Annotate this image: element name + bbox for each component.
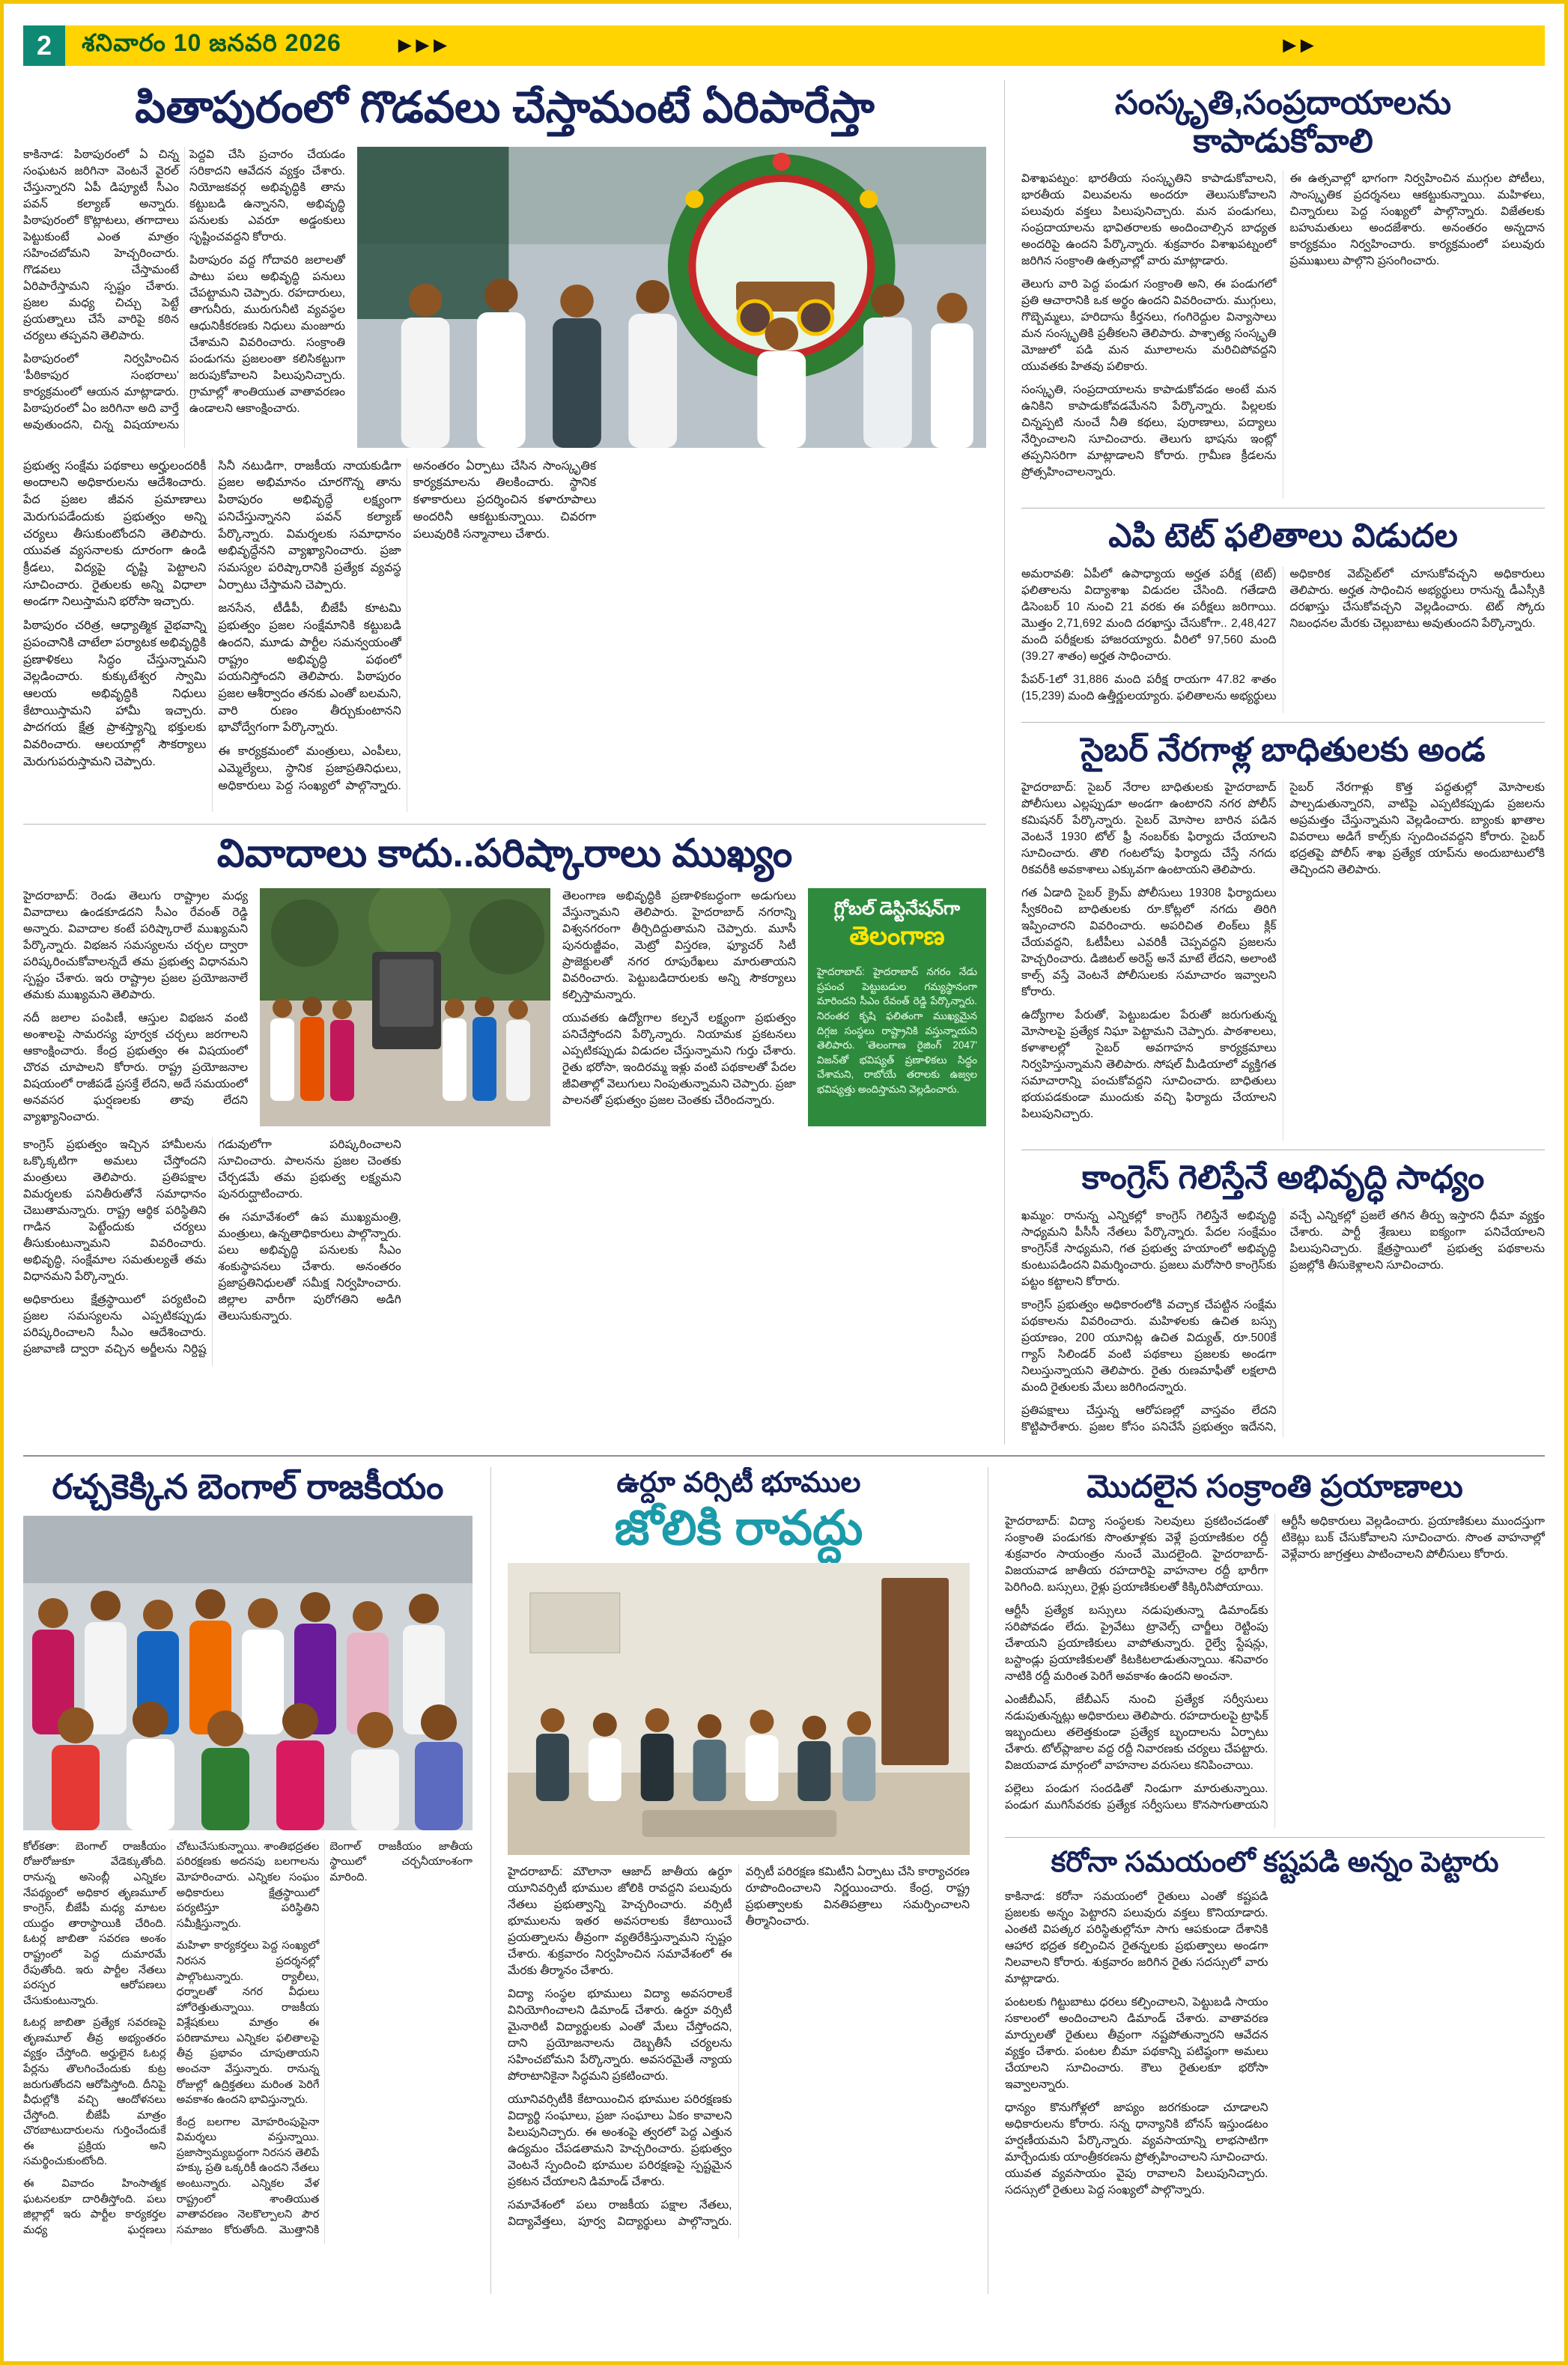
samskruthi-body (1021, 171, 1545, 499)
paragraph: పిఠాపురం వద్ద గోదావరి జలాలతో పాటు పలు అభివృద్ధి పనులు చేపట్టామని చెప్పారు. రహదారులు, తాగునీరు, మురుగునీటి వ్యవస్థల ఆధునికీకరణకు నిధులు మంజూరు చేశామని వివరించారు. సంక్రాంతి పండుగను ప్రజలంతా కలిసికట్టుగా జరుపుకోవాలని పిలుపునిచ్చారు. గ్రామాల్లో శాంతియుత వాతావరణం ఉండాలని ఆకాంక్షించారు. (189, 253, 345, 415)
paragraph: ఈ సమావేశంలో ఉప ముఖ్యమంత్రి, మంత్రులు, ఉన్నతాధికారులు పాల్గొన్నారు. పలు అభివృద్ధి పనులకు సీఎం శంకుస్థాపనలు చేశారు. అనంతరం ప్రజాప్రతినిధులతో సమీక్ష నిర్వహించారు. జిల్లాల వారీగా పురోగతిని అడిగి తెలుసుకున్నారు. (218, 1211, 401, 1323)
headline-urdu-line1: ఉర్దూ వర్సిటీ భూముల (616, 1467, 861, 1499)
highlight-title-line2: తెలంగాణ (849, 922, 945, 951)
headline-sankranti: మొదలైన సంక్రాంతి ప్రయాణాలు (1087, 1469, 1463, 1504)
main-section (4, 73, 1564, 1445)
highlight-box-telangana (808, 888, 986, 1126)
paragraph: ధాన్యం కొనుగోళ్లలో జాప్యం జరగకుండా చూడాలని అధికారులను కోరారు. సన్న ధాన్యానికి బోనస్ ఇస్తుండటం హర్షణీయమని పేర్కొన్నారు. వ్యవసాయాన్ని లాభసాటిగా మార్చేందుకు యాంత్రీకరణను ప్రోత్సహించాలని సూచించారు. యువత వ్యవసాయం వైపు రావాలని పిలుపునిచ్చారు. సదస్సులో రైతులు పెద్ద సంఖ్యలో పాల్గొన్నారు. (1005, 2101, 1268, 2196)
paragraph: యూనివర్సిటీకి కేటాయించిన భూముల పరిరక్షణకు విద్యార్థి సంఘాలు, ప్రజా సంఘాలు ఏకం కావాలని పిలుపునిచ్చారు. ఈ అంశంపై త్వరలో పెద్ద ఎత్తున ఉద్యమం చేపడతామని హెచ్చరించారు. ప్రభుత్వం వెంటనే స్పందించి భూముల పరిరక్షణపై స్పష్టమైన ప్రకటన చేయాలని డిమాండ్ చేశారు. (508, 2093, 732, 2189)
paragraph: కోల్‌కతా: బెంగాల్ రాజకీయం రోజురోజుకూ వేడెక్కుతోంది. రానున్న అసెంబ్లీ ఎన్నికల నేపథ్యంలో అధికార తృణమూల్ కాంగ్రెస్, బీజేపీ మధ్య మాటల యుద్ధం తారాస్థాయికి చేరింది. ఓటర్ల జాబితా సవరణ అంశం రాష్ట్రంలో పెద్ద దుమారమే రేపుతోంది. ఇరు పార్టీల నేతలు పరస్పర ఆరోపణలు చేసుకుంటున్నారు. (23, 1840, 166, 2007)
headline-congress: కాంగ్రెస్ గెలిస్తేనే అభివృద్ధి సాధ్యం (1081, 1159, 1485, 1197)
bottom-right-stack (988, 1467, 1545, 2294)
paragraph: అధికారులు క్షేత్రస్థాయిలో పర్యటించి ప్రజల సమస్యలను ఎప్పటికప్పుడు పరిష్కరించాలని సీఎం ఆదేశించారు. ప్రజావాణి ద్వారా వచ్చిన అర్జీలను నిర్దిష్ట గడువులోగా పరిష్కరించాలని సూచించారు. పాలనను ప్రజల చెంతకు చేర్చడమే తమ ప్రభుత్వ లక్ష్యమని పునరుద్ఘాటించారు. (23, 1138, 401, 1356)
article-cyber (1021, 732, 1545, 1141)
divider (1021, 722, 1545, 723)
paragraph: హైదరాబాద్: సైబర్ నేరాల బాధితులకు హైదరాబాద్ పోలీసులు ఎల్లప్పుడూ అండగా ఉంటారని నగర పోలీస్ కమిషనర్ పేర్కొన్నారు. సైబర్ మోసాల బారిన పడిన వెంటనే 1930 టోల్ ఫ్రీ నంబర్‌కు ఫిర్యాదు చేయాలని సూచించారు. తొలి గంటలోపు ఫిర్యాదు చేస్తే నగదు రికవరీకి అవకాశాలు ఎక్కువగా ఉంటాయని తెలిపారు. (1021, 781, 1277, 877)
date-text: శనివారం 10 జనవరి 2026 (82, 28, 341, 56)
vivaadalu-body-bottom (23, 1137, 986, 1366)
pithapuram-body-left (23, 147, 345, 448)
paragraph: ఈ కార్యక్రమంలో మంత్రులు, ఎంపీలు, ఎమ్మెల్యేలు, స్థానిక ప్రజాప్రతినిధులు, అధికారులు పెద్ద సంఖ్యలో పాల్గొన్నారు. అనంతరం ఏర్పాటు చేసిన సాంస్కృతిక కార్యక్రమాలను తిలకించారు. స్థానిక కళాకారులు ప్రదర్శించిన కళారూపాలు అందరినీ ఆకట్టుకున్నాయి. చివరగా పలువురికి సన్మానాలు చేశారు. (218, 459, 597, 792)
paragraph: ఈ ఉత్సవాల్లో భాగంగా నిర్వహించిన ముగ్గుల పోటీలు, సాంస్కృతిక ప్రదర్శనలు ఆకట్టుకున్నాయి. మహిళలు, చిన్నారులు పెద్ద సంఖ్యలో పాల్గొన్నారు. విజేతలకు బహుమతులు అందజేశారు. అనంతరం అన్నదాన కార్యక్రమం నిర్వహించారు. కార్యక్రమంలో పలువురు ప్రముఖులు పాల్గొని ప్రసంగించారు. (1289, 172, 1545, 268)
paragraph: యువతకు ఉద్యోగాల కల్పనే లక్ష్యంగా ప్రభుత్వం పనిచేస్తోందని పేర్కొన్నారు. నియామక ప్రకటనలు ఎప్పటికప్పుడు విడుదల చేస్తున్నామని గుర్తు చేశారు. రైతు భరోసా, ఇందిరమ్మ ఇళ్లు వంటి పథకాలతో పేదల జీవితాల్లో వెలుగులు నింపుతున్నామని చెప్పారు. ప్రజా పాలనతో ప్రభుత్వం ప్రజల చెంతకు చేరిందన్నారు. (562, 1012, 796, 1108)
date-bar (65, 25, 1545, 66)
left-column (23, 80, 986, 1445)
aptet-body (1021, 566, 1545, 713)
highlight-title-line1: గ్లోబల్ డెస్టినేషన్‌గా (833, 899, 961, 920)
paragraph: కాకినాడ: కరోనా సమయంలో రైతులు ఎంతో కష్టపడి ప్రజలకు అన్నం పెట్టారని పలువురు వక్తలు కొనియాడారు. ఎంతటి విపత్కర పరిస్థితుల్లోనూ సాగు ఆపకుండా దేశానికి ఆహార భద్రత కల్పించిన రైతన్నలకు ప్రభుత్వాలు అండగా నిలవాలని కోరారు. శుక్రవారం జరిగిన రైతు సదస్సులో వారు మాట్లాడారు. (1005, 1889, 1268, 1985)
vivaadalu-plaque-photo (260, 888, 550, 1126)
article-pithapuram (23, 83, 986, 812)
paragraph: పిఠాపురంలో నిర్వహించిన 'పీఠికాపుర సంభరాలు' కార్యక్రమంలో ఆయన మాట్లాడారు. పిఠాపురంలో ఏం జరిగినా అది వార్తే అవుతుందని, చిన్న విషయాలను పెద్దవి చేసి ప్రచారం చేయడం సరికాదని ఆవేదన వ్యక్తం చేశారు. నియోజకవర్గ అభివృద్ధికి తాను కట్టుబడి ఉన్నానని, అభివృద్ధి పనులకు ఎవరూ అడ్డంకులు సృష్టించవద్దని కోరారు. (23, 148, 345, 431)
paragraph: పేపర్-1లో 31,886 మంది పరీక్ష రాయగా 47.82 శాతం (15,239) మంది ఉత్తీర్ణులయ్యారు. ఫలితాలను అభ్యర్థులు అధికారిక వెబ్‌సైట్‌లో చూసుకోవచ్చని అధికారులు తెలిపారు. అర్హత సాధించిన అభ్యర్థులు రానున్న డీఎస్సీకి దరఖాస్తు చేసుకోవచ్చని వెల్లడించారు. టెట్ స్కోరు నిబంధనల మేరకు చెల్లుబాటు అవుతుందని పేర్కొన్నారు. (1021, 567, 1545, 702)
corona-body (1005, 1889, 1545, 2241)
paragraph: తెలుగు వారి పెద్ద పండుగ సంక్రాంతి అని, ఈ పండుగలో ప్రతి ఆచారానికి ఒక అర్థం ఉందని వివరించారు. ముగ్గులు, గొబ్బెమ్మలు, హరిదాసు కీర్తనలు, గంగిరెద్దుల విన్యాసాలు మన సంస్కృతికి ప్రతీకలని తెలిపారు. పాశ్చాత్య సంస్కృతి మోజులో పడి మన మూలాలను మరిచిపోవద్దని యువతకు హితవు పలికారు. (1021, 278, 1277, 374)
sankranti-body (1005, 1514, 1545, 1828)
right-sidebar (1004, 80, 1545, 1445)
headline-cyber: సైబర్ నేరగాళ్ల బాధితులకు అండ (1081, 731, 1486, 768)
paragraph: మహిళా కార్యకర్తలు పెద్ద సంఖ్యలో నిరసన ప్రదర్శనల్లో పాల్గొంటున్నారు. ర్యాలీలు, ధర్నాలతో నగర వీధులు హోరెత్తుతున్నాయి. రాజకీయ విశ్లేషకులు మాత్రం ఈ పరిణామాలు ఎన్నికల ఫలితాలపై తీవ్ర ప్రభావం చూపుతాయని అంచనా వేస్తున్నారు. రానున్న రోజుల్లో ఉద్రిక్తతలు మరింత పెరిగే అవకాశం ఉందని భావిస్తున్నారు. (176, 1940, 320, 2107)
pithapuram-top-row (23, 147, 986, 448)
urdu-body (508, 1864, 970, 2238)
paragraph: అమరావతి: ఏపీలో ఉపాధ్యాయ అర్హత పరీక్ష (టెట్) ఫలితాలను విద్యాశాఖ విడుదల చేసింది. గతేడాది డిసెంబర్ 10 నుంచి 21 వరకు ఈ పరీక్షలు జరిగాయి. మొత్తం 2,71,692 మంది దరఖాస్తు చేసుకోగా.. 2,48,427 మంది పరీక్షలకు హాజరయ్యారు. వీరిలో 97,560 మంది (39.27 శాతం) అర్హత సాధించారు. (1021, 567, 1277, 663)
paragraph: నదీ జలాల పంపిణీ, ఆస్తుల విభజన వంటి అంశాలపై సామరస్య పూర్వక చర్చలు జరగాలని ఆకాంక్షించారు. కేంద్ర ప్రభుత్వం ఈ విషయంలో చొరవ చూపాలని కోరారు. రాష్ట్ర ప్రయోజనాల విషయంలో రాజీపడే ప్రసక్తే లేదని, అదే సమయంలో అనవసర ఘర్షణలకు తావు లేదని వ్యాఖ్యానించారు. (23, 1012, 248, 1124)
pithapuram-body-bottom (23, 458, 986, 812)
paragraph: పంటలకు గిట్టుబాటు ధరలు కల్పించాలని, పెట్టుబడి సాయం సకాలంలో అందించాలని డిమాండ్ చేశారు. వాతావరణ మార్పులతో రైతులు తీవ్రంగా నష్టపోతున్నారని ఆవేదన వ్యక్తం చేశారు. పంటల బీమా పథకాన్ని పటిష్ఠంగా అమలు చేయాలని సూచించారు. కౌలు రైతులకూ భరోసా ఇవ్వాలన్నారు. (1005, 1995, 1268, 2091)
paragraph: ఎంజీబీఎస్, జేబీఎస్ నుంచి ప్రత్యేక సర్వీసులు నడుపుతున్నట్లు అధికారులు తెలిపారు. రహదారులపై ట్రాఫిక్ ఇబ్బందులు తలెత్తకుండా ప్రత్యేక బృందాలను ఏర్పాటు చేశారు. టోల్‌ప్లాజాల వద్ద రద్దీ నివారణకు చర్యలు చేపట్టారు. విజయవాడ మార్గంలో వాహనాల వరుసలు కనిపించాయి. (1005, 1693, 1268, 1773)
paragraph: ఓటర్ల జాబితా ప్రత్యేక సవరణపై తృణమూల్ తీవ్ర అభ్యంతరం వ్యక్తం చేస్తోంది. అర్హులైన ఓటర్ల పేర్లను తొలగించేందుకు కుట్ర జరుగుతోందని ఆరోపిస్తోంది. దీనిపై వీధుల్లోకి వచ్చి ఆందోళనలు చేస్తోంది. బీజేపీ మాత్రం చొరబాటుదారులను గుర్తించేందుకే ఈ ప్రక్రియ అని సమర్థించుకుంటోంది. (23, 2017, 166, 2168)
paragraph: కాంగ్రెస్ ప్రభుత్వం ఇచ్చిన హామీలను ఒక్కొక్కటిగా అమలు చేస్తోందని మంత్రులు తెలిపారు. ప్రతిపక్షాల విమర్శలకు పనితీరుతోనే సమాధానం చెబుతామన్నారు. రాష్ట్ర ఆర్థిక పరిస్థితిని గాడిన పెట్టేందుకు చర్యలు తీసుకుంటున్నామని వివరించారు. అభివృద్ధి, సంక్షేమాల సమతుల్యతే తమ విధానమని పేర్కొన్నారు. (23, 1138, 207, 1284)
paragraph: తెలంగాణ అభివృద్ధికి ప్రణాళికబద్ధంగా అడుగులు వేస్తున్నామని తెలిపారు. హైదరాబాద్ నగరాన్ని విశ్వనగరంగా తీర్చిదిద్దుతామని చెప్పారు. మూసీ పునరుజ్జీవం, మెట్రో విస్తరణ, ఫ్యూచర్ సిటీ ప్రాజెక్టులతో నగర రూపురేఖలు మారుతాయని వివరించారు. పెట్టుబడిదారులకు అన్ని సౌకర్యాలు కల్పిస్తామన్నారు. (562, 890, 796, 1002)
headline-bengal: రచ్చకెక్కిన బెంగాల్ రాజకీయం (52, 1467, 444, 1506)
article-samskruthi (1021, 85, 1545, 499)
vivaadalu-body-mid (562, 888, 796, 1126)
article-urdu (490, 1467, 970, 2294)
article-congress (1021, 1159, 1545, 1437)
page-number: 2 (23, 25, 65, 66)
arrow-motif-icon: ►► (1278, 33, 1314, 58)
headline-aptet: ఎపి టెట్ ఫలితాలు విడుదల (1108, 517, 1458, 555)
paragraph: కాకినాడ: పిఠాపురంలో ఏ చిన్న సంఘటన జరిగినా వెంటనే వైరల్ చేస్తున్నారని ఏపీ డిప్యూటీ సీఎం పవన్ కల్యాణ్ అన్నారు. పిఠాపురంలో కొట్లాటలు, తగాదాలు పెట్టుకుంటే ఎంత మాత్రం సహించబోమని హెచ్చరించారు. గొడవలు చేస్తామంటే ఏరిపారేస్తామని స్పష్టం చేశారు. ప్రజల మధ్య చిచ్చు పెట్టే ప్రయత్నాలు చేసే వారిపై కఠిన చర్యలు తప్పవని తెలిపారు. (23, 148, 179, 342)
highlight-body: హైదరాబాద్: హైదరాబాద్ నగరం నేడు ప్రపంచ పెట్టుబడుల గమ్యస్థానంగా మారిందని సీఎం రేవంత్ రెడ్డి పేర్కొన్నారు. నిరంతర కృషి ఫలితంగా ముఖ్యమైన దిగ్గజ సంస్థలు రాష్ట్రానికి వస్తున్నాయని తెలిపారు. 'తెలంగాణ రైజింగ్ 2047' విజన్‌తో భవిష్యత్ ప్రణాళికలు సిద్ధం చేశామని, రాబోయే తరాలకు ఉజ్వల భవిష్యత్తు అందిస్తామని వెల్లడించారు. (817, 966, 977, 1095)
article-vivaadalu (23, 824, 986, 1367)
article-corona (1005, 1847, 1545, 2241)
paragraph: కేంద్ర బలగాల మోహరింపుపైనా విమర్శలు వస్తున్నాయి. ప్రజాస్వామ్యబద్ధంగా నిరసన తెలిపే హక్కు ప్రతి ఒక్కరికీ ఉందని నేతలు అంటున్నారు. ఎన్నికల వేళ రాష్ట్రంలో శాంతియుత వాతావరణం నెలకొల్పాలని పౌర సమాజం కోరుతోంది. మొత్తానికి బెంగాల్ రాజకీయం జాతీయ స్థాయిలో చర్చనీయాంశంగా మారింది. (176, 1840, 472, 2236)
bottom-section (23, 1455, 1545, 2294)
bengal-crowd-photo (23, 1516, 472, 1830)
vivaadalu-body-left (23, 888, 248, 1126)
paragraph: జనసేన, టీడీపీ, బీజేపీ కూటమి ప్రభుత్వం ప్రజల సంక్షేమానికి కట్టుబడి ఉందని, మూడు పార్టీల సమన్వయంతో రాష్ట్రం అభివృద్ధి పథంలో పయనిస్తోందని తెలిపారు. పిఠాపురం ప్రజల ఆశీర్వాదం తనకు ఎంతో బలమని, వారి రుణం తీర్చుకుంటానని భావోద్వేగంగా పేర్కొన్నారు. (218, 602, 401, 735)
paragraph: ఈ వివాదం హింసాత్మక ఘటనలకూ దారితీస్తోంది. పలు జిల్లాల్లో ఇరు పార్టీల కార్యకర్తల మధ్య ఘర్షణలు చోటుచేసుకున్నాయి. శాంతిభద్రతల పరిరక్షణకు అదనపు బలగాలను మోహరించారు. ఎన్నికల సంఘం అధికారులు క్షేత్రస్థాయిలో పర్యటిస్తూ పరిస్థితిని సమీక్షిస్తున్నారు. (23, 1840, 320, 2236)
paragraph: పల్లెలు పండుగ సందడితో నిండుగా మారుతున్నాయి. పండుగ ముగిసేవరకు ప్రత్యేక సర్వీసులు కొనసాగుతాయని ఆర్టీసీ అధికారులు వెల్లడించారు. ప్రయాణికులు ముందస్తుగా టికెట్లు బుక్ చేసుకోవాలని సూచించారు. సొంత వాహనాల్లో వెళ్లేవారు జాగ్రత్తలు పాటించాలని పోలీసులు కోరారు. (1005, 1515, 1545, 1812)
divider (1005, 1837, 1545, 1838)
cyber-body (1021, 780, 1545, 1141)
headline-pithapuram: పితాపురంలో గొడవలు చేస్తామంటే ఏరిపారేస్తా (135, 83, 875, 132)
paragraph: ప్రతిపక్షాలు చేస్తున్న ఆరోపణల్లో వాస్తవం లేదని కొట్టిపారేశారు. ప్రజల కోసం పనిచేసే ప్రభుత్వం ఇదేనని, వచ్చే ఎన్నికల్లో ప్రజలే తగిన తీర్పు ఇస్తారని ధీమా వ్యక్తం చేశారు. పార్టీ శ్రేణులు ఐక్యంగా పనిచేయాలని పిలుపునిచ్చారు. క్షేత్రస్థాయిలో ప్రభుత్వ పథకాలను ప్రజల్లోకి తీసుకెళ్లాలని సూచించారు. (1021, 1209, 1545, 1433)
paragraph: విశాఖపట్నం: భారతీయ సంస్కృతిని కాపాడుకోవాలని, భారతీయ విలువలను అందరూ తెలుసుకోవాలని పలువురు వక్తలు పిలుపునిచ్చారు. మన పండుగలు, సంప్రదాయాలను భావితరాలకు అందించాల్సిన బాధ్యత అందరిపై ఉందని పేర్కొన్నారు. శుక్రవారం విశాఖపట్నంలో జరిగిన సంక్రాంతి ఉత్సవాల్లో వారు మాట్లాడారు. (1021, 172, 1277, 268)
headline-urdu-line2: జోలికి రావద్దు (614, 1500, 863, 1555)
bengal-body (23, 1839, 472, 2244)
paragraph: ప్రభుత్వ సంక్షేమ పథకాలు అర్హులందరికీ అందాలని అధికారులను ఆదేశించారు. పేద ప్రజల జీవన ప్రమాణాలు మెరుగుపడేందుకు ప్రభుత్వం అన్ని చర్యలు తీసుకుంటోందని తెలిపారు. యువత వ్యసనాలకు దూరంగా ఉండి క్రీడలు, విద్యపై దృష్టి పెట్టాలని సూచించారు. రైతులకు అన్ని విధాలా అండగా నిలుస్తామని భరోసా ఇచ్చారు. (23, 459, 207, 609)
headline-corona: కరోనా సమయంలో కష్టపడి అన్నం పెట్టారు (1051, 1847, 1499, 1879)
paragraph: సైబర్ నేరగాళ్లు కొత్త పద్ధతుల్లో మోసాలకు పాల్పడుతున్నారని, వాటిపై ఎప్పటికప్పుడు ప్రజలను అప్రమత్తం చేస్తున్నామని వెల్లడించారు. బ్యాంకు ఖాతాల వివరాలు అడిగే కాల్స్‌కు స్పందించవద్దని కోరారు. సైబర్ భద్రతపై పోలీస్ శాఖ ప్రత్యేక యాప్‌ను అందుబాటులోకి తెచ్చిందని తెలిపారు. (1289, 781, 1545, 877)
paragraph: హైదరాబాద్: రెండు తెలుగు రాష్ట్రాల మధ్య వివాదాలు ఉండకూడదని సీఎం రేవంత్ రెడ్డి అన్నారు. వివాదాల కంటే పరిష్కారాలే ముఖ్యమని పేర్కొన్నారు. విభజన సమస్యలను చర్చల ద్వారా పరిష్కరించుకోవాలన్నదే తమ ప్రభుత్వ విధానమని స్పష్టం చేశారు. ఇరు రాష్ట్రాల ప్రజల ప్రయోజనాలే తమకు ముఖ్యమని తెలిపారు. (23, 890, 248, 1002)
congress-body (1021, 1208, 1545, 1437)
article-aptet (1021, 517, 1545, 713)
headline-samskruthi: సంస్కృతి,సంప్రదాయాలను కాపాడుకోవాలి (1114, 85, 1452, 160)
paragraph: గత ఏడాది సైబర్ క్రైమ్ పోలీసులు 19308 ఫిర్యాదులు స్వీకరించి బాధితులకు రూ.కోట్లలో నగదు తిరిగి ఇప్పించారని వివరించారు. అపరిచిత లింక్‌లు క్లిక్ చేయవద్దని, ఓటీపీలు ఎవరికీ చెప్పవద్దని ప్రజలను హెచ్చరించారు. డిజిటల్ అరెస్ట్ అనే మాటే లేదని, అలాంటి కాల్స్ వస్తే వెంటనే పోలీసులకు సమాచారం ఇవ్వాలని కోరారు. (1021, 887, 1277, 999)
urdu-meeting-photo (508, 1563, 970, 1855)
paragraph: పిఠాపురం చరిత్ర, ఆధ్యాత్మిక వైభవాన్ని ప్రపంచానికి చాటేలా పర్యాటక అభివృద్ధికి ప్రణాళికలు సిద్ధం చేస్తున్నామని వెల్లడించారు. కుక్కుటేశ్వర స్వామి ఆలయ అభివృద్ధికి నిధులు కేటాయిస్తామని హామీ ఇచ్చారు. పాదగయ క్షేత్ర ప్రాశస్త్యాన్ని భక్తులకు వివరించారు. ఆలయాల్లో సౌకర్యాలు మెరుగుపరుస్తామని చెప్పారు. (23, 619, 207, 768)
headline-vivaadalu: వివాదాలు కాదు..పరిష్కారాలు ముఖ్యం (216, 831, 793, 875)
paragraph: హైదరాబాద్: విద్యా సంస్థలకు సెలవులు ప్రకటించడంతో సంక్రాంతి పండుగకు సొంతూళ్లకు వెళ్లే ప్రయాణికుల రద్దీ శుక్రవారం సాయంత్రం నుంచే మొదలైంది. హైదరాబాద్-విజయవాడ జాతీయ రహదారిపై వాహనాల రద్దీ భారీగా పెరిగింది. బస్సులు, రైళ్లు ప్రయాణికులతో కిక్కిరిసిపోయాయి. (1005, 1515, 1268, 1594)
paragraph: ఆర్టీసీ ప్రత్యేక బస్సులు నడుపుతున్నా డిమాండ్‌కు సరిపోవడం లేదు. ప్రైవేటు ట్రావెల్స్ చార్జీలు రెట్టింపు చేశాయని ప్రయాణికులు వాపోతున్నారు. రైల్వే స్టేషన్లు, బస్టాండ్లు ప్రయాణికులతో కిటకిటలాడుతున్నాయి. శనివారం నాటికి రద్దీ మరింత పెరిగే అవకాశం ఉందని అంచనా. (1005, 1604, 1268, 1684)
page-header (4, 4, 1564, 73)
paragraph: హైదరాబాద్: మౌలానా ఆజాద్ జాతీయ ఉర్దూ యూనివర్సిటీ భూముల జోలికి రావద్దని పలువురు నేతలు ప్రభుత్వాన్ని హెచ్చరించారు. వర్సిటీ భూములను ఇతర అవసరాలకు కేటాయించే ప్రయత్నాలను తీవ్రంగా వ్యతిరేకిస్తున్నామని స్పష్టం చేశారు. శుక్రవారం నిర్వహించిన సమావేశంలో ఈ మేరకు తీర్మానం చేశారు. (508, 1865, 732, 1978)
paragraph: ఖమ్మం: రానున్న ఎన్నికల్లో కాంగ్రెస్ గెలిస్తేనే అభివృద్ధి సాధ్యమని పీసీసీ నేతలు పేర్కొన్నారు. పేదల సంక్షేమం కాంగ్రెస్‌కే సాధ్యమని, గత ప్రభుత్వ హయాంలో అభివృద్ధి కుంటుపడిందని విమర్శించారు. ప్రజలు మరోసారి కాంగ్రెస్‌కు పట్టం కట్టాలని కోరారు. (1021, 1209, 1277, 1288)
pithapuram-event-photo (357, 147, 986, 448)
article-sankranti (1005, 1469, 1545, 1828)
vivaadalu-top-row (23, 888, 986, 1126)
paragraph: ఉద్యోగాల పేరుతో, పెట్టుబడుల పేరుతో జరుగుతున్న మోసాలపై ప్రత్యేక నిఘా పెట్టామని చెప్పారు. పాఠశాలలు, కళాశాలల్లో సైబర్ అవగాహన కార్యక్రమాలు నిర్వహిస్తున్నామని తెలిపారు. సోషల్ మీడియాలో వ్యక్తిగత సమాచారాన్ని పంచుకోవద్దని సూచించారు. బాధితులు భయపడకుండా ముందుకు వచ్చి ఫిర్యాదు చేయాలని పిలుపునిచ్చారు. (1021, 1009, 1277, 1121)
paragraph: సినీ నటుడిగా, రాజకీయ నాయకుడిగా ప్రజల అభిమానం చూరగొన్న తాను పిఠాపురం అభివృద్ధే లక్ష్యంగా పనిచేస్తున్నానని పవన్ కల్యాణ్ పేర్కొన్నారు. విమర్శలకు సమాధానం అభివృద్ధేనని వ్యాఖ్యానించారు. ప్రజా సమస్యల పరిష్కారానికి ప్రత్యేక వ్యవస్థ ఏర్పాటు చేస్తామని చెప్పారు. (218, 459, 401, 592)
paragraph: కాంగ్రెస్ ప్రభుత్వం అధికారంలోకి వచ్చాక చేపట్టిన సంక్షేమ పథకాలను వివరించారు. మహిళలకు ఉచిత బస్సు ప్రయాణం, 200 యూనిట్ల ఉచిత విద్యుత్, రూ.500కే గ్యాస్ సిలిండర్ వంటి పథకాలు ప్రజలకు అండగా నిలుస్తున్నాయని తెలిపారు. రైతు రుణమాఫీతో లక్షలాది మంది రైతులకు మేలు జరిగిందన్నారు. (1021, 1298, 1277, 1394)
paragraph: సంస్కృతి, సంప్రదాయాలను కాపాడుకోవడం అంటే మన ఉనికిని కాపాడుకోవడమేనని పేర్కొన్నారు. పిల్లలకు చిన్నప్పటి నుంచే నీతి కథలు, పురాణాలు, పద్యాలు నేర్పించాలని సూచించారు. తెలుగు భాషను ఇంట్లో తప్పనిసరిగా మాట్లాడాలని కోరారు. గ్రామీణ క్రీడలను ప్రోత్సహించాలన్నారు. (1021, 383, 1277, 479)
paragraph: సమావేశంలో పలు రాజకీయ పక్షాల నేతలు, విద్యావేత్తలు, పూర్వ విద్యార్థులు పాల్గొన్నారు. వర్సిటీ పరిరక్షణ కమిటీని ఏర్పాటు చేసి కార్యాచరణ రూపొందించాలని నిర్ణయించారు. కేంద్ర, రాష్ట్ర ప్రభుత్వాలకు వినతిపత్రాలు సమర్పించాలని తీర్మానించారు. (508, 1865, 970, 2229)
article-bengal (23, 1467, 472, 2294)
paragraph: విద్యా సంస్థల భూములు విద్యా అవసరాలకే వినియోగించాలని డిమాండ్ చేశారు. ఉర్దూ వర్సిటీ మైనారిటీ విద్యార్థులకు ఎంతో మేలు చేస్తోందని, దాని ప్రయోజనాలను దెబ్బతీసే చర్యలను సహించబోమని పేర్కొన్నారు. అవసరమైతే న్యాయ పోరాటానికైనా సిద్ధమని ప్రకటించారు. (508, 1988, 732, 2083)
arrow-motif-icon: ►►► (393, 33, 447, 58)
